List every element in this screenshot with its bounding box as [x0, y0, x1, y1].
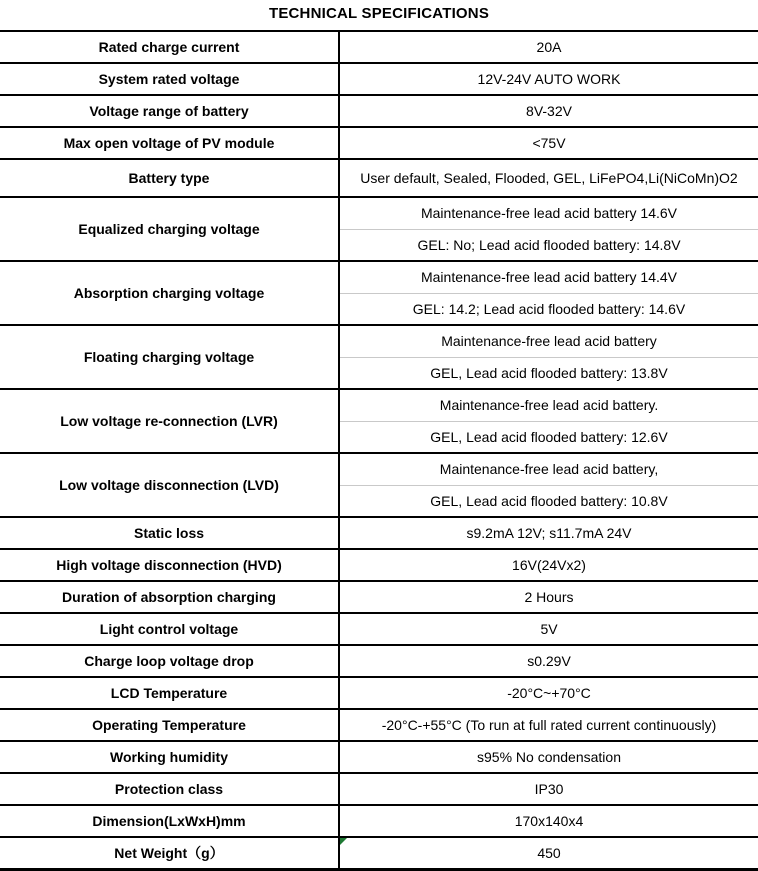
- spec-label: System rated voltage: [0, 64, 340, 94]
- spec-row: [0, 128, 758, 160]
- spec-row: [0, 262, 758, 326]
- spec-row: [0, 582, 758, 614]
- spec-row: [0, 710, 758, 742]
- spec-row: [0, 518, 758, 550]
- spec-value-line: GEL, Lead acid flooded battery: 10.8V: [340, 485, 758, 517]
- spec-value: [340, 96, 758, 126]
- spec-row: [0, 32, 758, 64]
- page-title: TECHNICAL SPECIFICATIONS: [268, 5, 490, 22]
- spec-value: [340, 614, 758, 644]
- spec-value: [340, 198, 758, 260]
- spec-row: [0, 390, 758, 454]
- spec-row: [0, 614, 758, 646]
- spec-label: Dimension(LxWxH)mm: [0, 806, 340, 836]
- spec-row: [0, 454, 758, 518]
- spec-label: Duration of absorption charging: [0, 582, 340, 612]
- spec-label: Low voltage disconnection (LVD): [0, 454, 340, 516]
- spec-label: Protection class: [0, 774, 340, 804]
- spec-row: [0, 160, 758, 198]
- spec-value: [340, 518, 758, 548]
- spec-row: [0, 838, 758, 871]
- spec-row: [0, 198, 758, 262]
- spec-value: [340, 742, 758, 772]
- spec-value: [340, 806, 758, 836]
- spec-label: Voltage range of battery: [0, 96, 340, 126]
- spec-value-line: Maintenance-free lead acid battery 14.4V: [420, 269, 678, 286]
- spec-value: [340, 550, 758, 580]
- spec-value: [340, 326, 758, 388]
- spec-label: Rated charge current: [0, 32, 340, 62]
- spec-value: [340, 160, 758, 196]
- spec-label: Absorption charging voltage: [0, 262, 340, 324]
- spec-value-line: 20A: [536, 39, 562, 55]
- spec-value: [340, 774, 758, 804]
- spec-value-line: GEL: No; Lead acid flooded battery: 14.8V: [340, 229, 758, 261]
- spec-value: [340, 64, 758, 94]
- spec-value: [340, 32, 758, 62]
- spec-row: [0, 678, 758, 710]
- spec-label: Working humidity: [0, 742, 340, 772]
- spec-label: Charge loop voltage drop: [0, 646, 340, 676]
- spec-value-line: 450: [537, 845, 561, 861]
- spec-value-line: Maintenance-free lead acid battery 14.6V: [420, 205, 678, 222]
- spec-row: [0, 96, 758, 128]
- spec-label: Battery type: [0, 160, 340, 196]
- spec-row: [0, 646, 758, 678]
- spec-value: [340, 454, 758, 516]
- spec-value-line: 8V-32V: [526, 103, 572, 119]
- spec-value-line: 16V(24Vx2): [512, 557, 586, 573]
- spec-table: [0, 30, 758, 871]
- spec-label: Static loss: [0, 518, 340, 548]
- spec-value-line: s0.29V: [527, 653, 571, 669]
- spec-value-line: Maintenance-free lead acid battery: [441, 333, 657, 350]
- spec-value: [340, 838, 758, 868]
- spec-value-line: -20°C-+55°C (To run at full rated current continuously): [381, 717, 717, 733]
- spec-label: Net Weight（g）: [0, 838, 340, 868]
- spec-label: LCD Temperature: [0, 678, 340, 708]
- spec-row: [0, 806, 758, 838]
- spec-label: Light control voltage: [0, 614, 340, 644]
- spec-value-line: 170x140x4: [514, 813, 584, 829]
- spec-value: [340, 582, 758, 612]
- spec-label: Operating Temperature: [0, 710, 340, 740]
- spec-row: [0, 774, 758, 806]
- spec-value-line: GEL: 14.2; Lead acid flooded battery: 14.6V: [340, 293, 758, 325]
- spec-label: Floating charging voltage: [0, 326, 340, 388]
- spec-value-line: Maintenance-free lead acid battery.: [439, 397, 659, 414]
- spec-value: [340, 710, 758, 740]
- spec-value-line: -20°C~+70°C: [507, 685, 591, 701]
- spec-value: [340, 128, 758, 158]
- spec-value-line: GEL, Lead acid flooded battery: 12.6V: [340, 421, 758, 453]
- spec-value-line: s9.2mA 12V; s11.7mA 24V: [466, 525, 632, 541]
- cell-flag-icon: [340, 838, 347, 845]
- spec-value-line: Maintenance-free lead acid battery,: [439, 461, 659, 478]
- spec-row: [0, 550, 758, 582]
- spec-value: [340, 678, 758, 708]
- spec-value-line: s95% No condensation: [477, 749, 621, 765]
- spec-value: [340, 262, 758, 324]
- spec-value-line: 12V-24V AUTO WORK: [477, 71, 621, 87]
- spec-value-line: <75V: [532, 135, 566, 151]
- spec-value-line: IP30: [534, 781, 564, 797]
- spec-value-line: GEL, Lead acid flooded battery: 13.8V: [340, 357, 758, 389]
- spec-label: Equalized charging voltage: [0, 198, 340, 260]
- spec-value-line: User default, Sealed, Flooded, GEL, LiFePO4,Li(NiCoMn)O2: [360, 170, 738, 186]
- spec-label: Low voltage re-connection (LVR): [0, 390, 340, 452]
- spec-value-line: 2 Hours: [524, 589, 574, 605]
- spec-label: High voltage disconnection (HVD): [0, 550, 340, 580]
- spec-label: Max open voltage of PV module: [0, 128, 340, 158]
- spec-value: [340, 390, 758, 452]
- spec-row: [0, 742, 758, 774]
- spec-row: [0, 64, 758, 96]
- spec-value: [340, 646, 758, 676]
- spec-value-line: 5V: [540, 621, 558, 637]
- spec-row: [0, 326, 758, 390]
